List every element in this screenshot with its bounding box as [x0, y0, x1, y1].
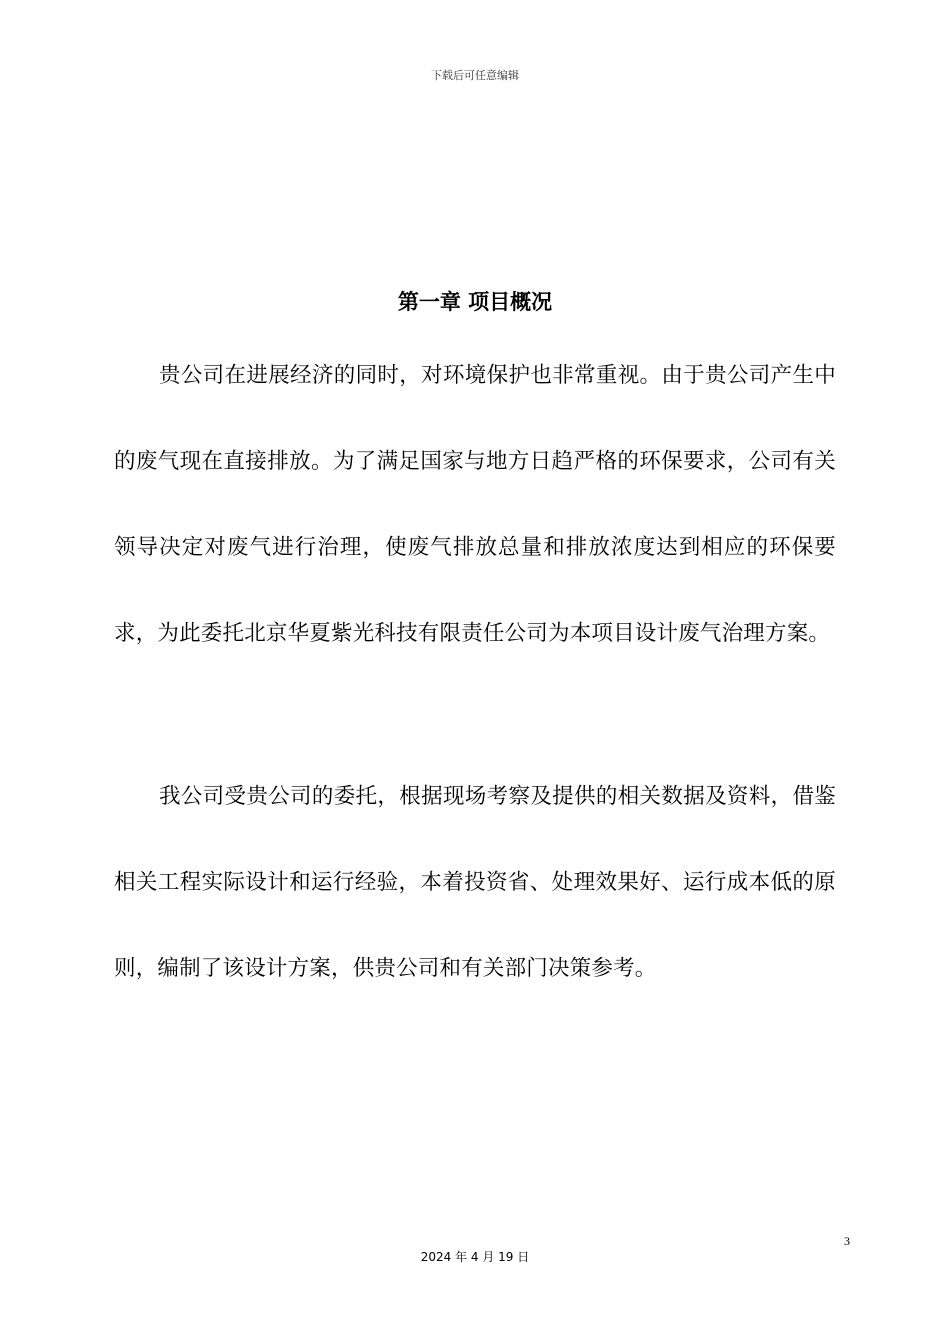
paragraph-2: 我公司受贵公司的委托，根据现场考察及提供的相关数据及资料，借鉴相关工程实际设计和运行经验，本着投资省、处理效果好、运行成本低的原则，编制了该设计方案，供贵公司和有关部门决策参考。	[114, 784, 836, 981]
paragraph-1: 贵公司在进展经济的同时，对环境保护也非常重视。由于贵公司产生中的废气现在直接排放。为了满足国家与地方日趋严格的环保要求，公司有关领导决定对废气进行治理，使废气排放总量和排放浓度达到相应的环保要求，为此委托北京华夏紫光科技有限责任公司为本项目设计废气治理方案。	[114, 363, 836, 646]
footer-date: 2024 年 4 月 19 日	[420, 1250, 530, 1264]
header-note: 下载后可任意编辑	[431, 69, 519, 82]
chapter-title: 第一章 项目概况	[397, 290, 553, 314]
page-number: 3	[844, 1234, 850, 1248]
